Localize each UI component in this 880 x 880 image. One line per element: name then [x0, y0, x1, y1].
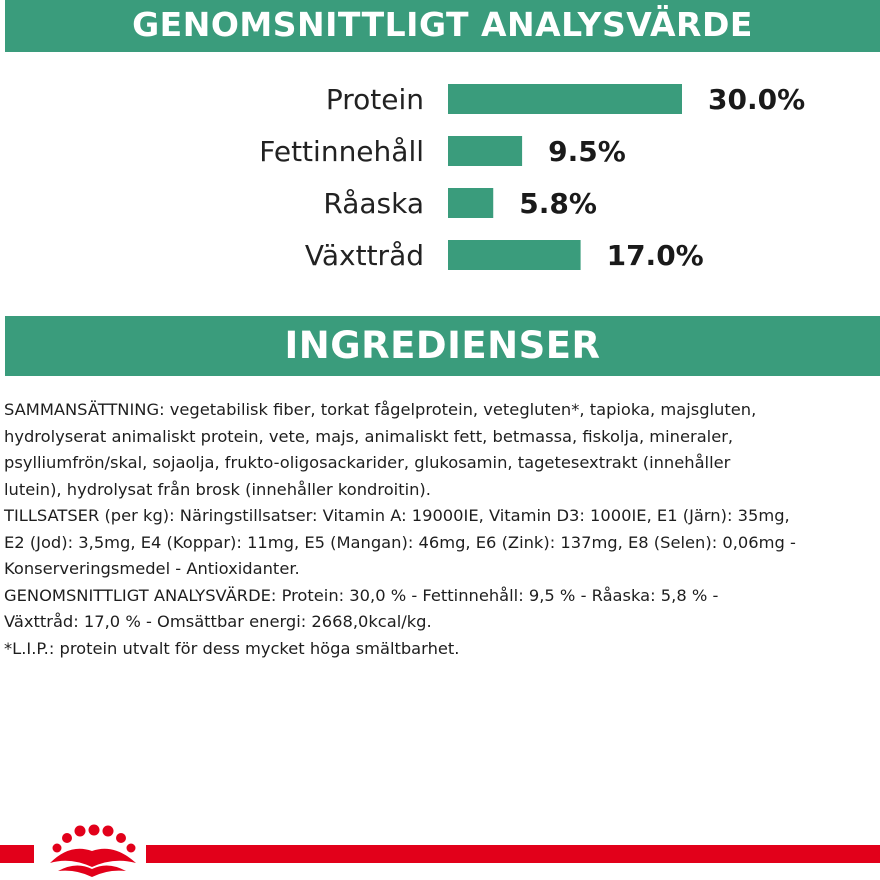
category-label: Råaska [323, 187, 424, 220]
ingredients-line: GENOMSNITTLIGT ANALYSVÄRDE: Protein: 30,0 % - Fettinnehåll: 9,5 % - Råaska: 5,8 % - [4, 585, 719, 605]
ingredients-line: TILLSATSER (per kg): Näringstillsatser: Vitamin A: 19000IE, Vitamin D3: 1000IE, E1 (Järn): 35mg, [4, 506, 790, 525]
ingredients-line: E2 (Jod): 3,5mg, E4 (Koppar): 11mg, E5 (Mangan): 46mg, E6 (Zink): 137mg, E8 (Selen): 0,06mg - [4, 532, 796, 552]
ingredients-line: Konserveringsmedel - Antioxidanter. [4, 559, 300, 578]
ingredients-line: Växttråd: 17,0 % - Omsättbar energi: 2668,0kcal/kg. [4, 612, 432, 631]
ingredients-line: lutein), hydrolysat från brosk (innehåller kondroitin). [4, 479, 431, 499]
ingredients-line: *L.I.P.: protein utvalt för dess mycket höga smältbarhet. [4, 638, 460, 658]
bar [448, 240, 581, 270]
ingredients-line: SAMMANSÄTTNING: vegetabilisk fiber, torkat fågelprotein, vetegluten*, tapioka, majsgluten, [4, 400, 757, 419]
category-label: Protein [325, 83, 424, 116]
ingredients-heading-text: INGREDIENSER [284, 323, 601, 367]
category-label: Fettinnehåll [259, 135, 424, 168]
bar [448, 84, 682, 114]
bar [448, 136, 522, 166]
ingredients-heading [5, 316, 880, 376]
analysis-bar-chart [0, 74, 880, 294]
value-label: 30.0% [708, 83, 806, 116]
ingredients-line: psylliumfrön/skal, sojaolja, frukto-oligosackarider, glukosamin, tagetesextrakt (innehåller [4, 453, 731, 472]
value-label: 5.8% [519, 187, 597, 220]
footer-red-line [146, 845, 880, 863]
royal-canin-crown-icon [40, 823, 144, 880]
category-label: Växttråd [304, 239, 424, 272]
analysis-heading-text: GENOMSNITTLIGT ANALYSVÄRDE [132, 4, 753, 44]
ingredients-text [4, 397, 880, 662]
footer-red-line-left [0, 845, 34, 863]
value-label: 17.0% [606, 239, 704, 272]
ingredients-line: hydrolyserat animaliskt protein, vete, majs, animaliskt fett, betmassa, fiskolja, mineraler, [4, 426, 734, 446]
analysis-heading [5, 0, 880, 52]
bar [448, 188, 493, 218]
value-label: 9.5% [548, 135, 626, 168]
